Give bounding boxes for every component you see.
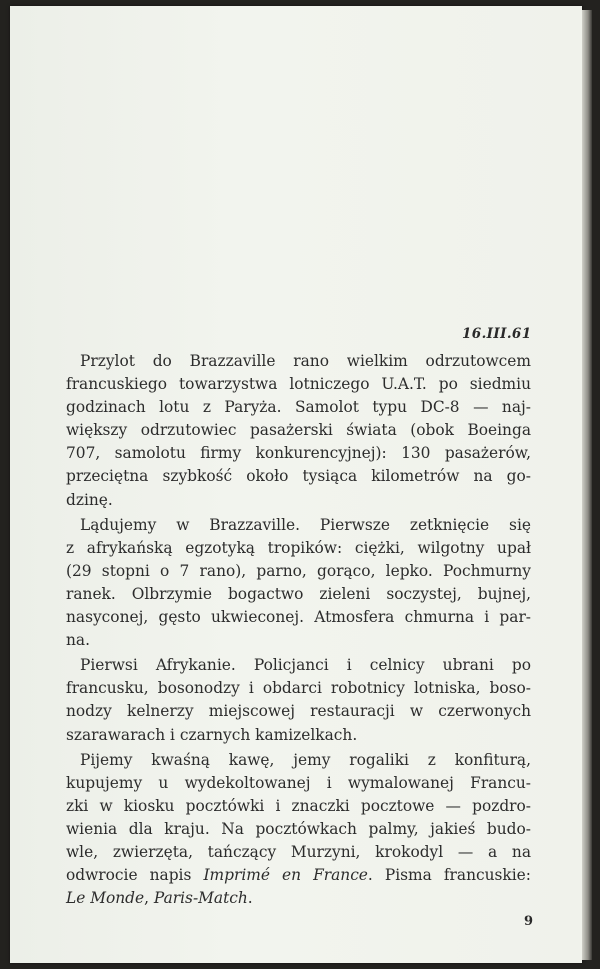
text-line: (29 stopni o 7 rano), parno, gorąco, lepko. Pochmurny bbox=[66, 561, 531, 580]
text-line: kupujemy u wydekoltowanej i wymalowanej Francu- bbox=[66, 773, 531, 792]
text-line: ranek. Olbrzymie bogactwo zieleni soczystej, bujnej, bbox=[66, 584, 531, 603]
paragraph-2 bbox=[66, 514, 531, 653]
text-line: szarawarach i czarnych kamizelkach. bbox=[66, 725, 358, 744]
page-number: 9 bbox=[524, 914, 534, 929]
text-fragment: odwrocie napis bbox=[66, 866, 204, 885]
text-line bbox=[66, 864, 531, 887]
text-fragment: . Pisma francuskie: bbox=[367, 866, 531, 885]
text-line bbox=[66, 887, 531, 910]
text-line: dzinę. bbox=[66, 490, 113, 509]
paragraph-1 bbox=[66, 350, 531, 512]
text-line: Pijemy kwaśną kawę, jemy rogaliki z konfiturą, bbox=[80, 750, 531, 769]
text-fragment: . bbox=[247, 889, 253, 908]
paragraph-3 bbox=[66, 654, 531, 746]
italic-title: Le Monde bbox=[66, 889, 145, 908]
text-line: Pierwsi Afrykanie. Policjanci i celnicy ubrani po bbox=[80, 656, 531, 675]
entry-date: 16.III.61 bbox=[462, 326, 532, 342]
text-line: wle, zwierzęta, tańczący Murzyni, krokodyl — a na bbox=[66, 842, 531, 861]
text-line: nodzy kelnerzy miejscowej restauracji w czerwonych bbox=[66, 702, 531, 721]
text-line: godzinach lotu z Paryża. Samolot typu DC-8 — naj- bbox=[66, 398, 531, 417]
text-fragment: , bbox=[144, 889, 154, 908]
text-line: przeciętna szybkość około tysiąca kilometrów na go- bbox=[66, 467, 531, 486]
text-line: Przylot do Brazzaville rano wielkim odrzutowcem bbox=[80, 352, 531, 370]
paragraph-4 bbox=[66, 749, 531, 911]
text-line: wienia dla kraju. Na pocztówkach palmy, jakieś budo- bbox=[66, 819, 531, 838]
text-line: większy odrzutowiec pasażerski świata (obok Boeinga bbox=[66, 421, 531, 440]
text-line: nasyconej, gęsto ukwieconej. Atmosfera chmurna i par- bbox=[66, 608, 531, 627]
italic-phrase: Imprimé en France bbox=[203, 866, 368, 885]
text-line: zki w kiosku pocztówki i znaczki pocztowe — pozdro- bbox=[66, 796, 531, 815]
page-edge bbox=[582, 10, 592, 960]
text-line: 707, samolotu firmy konkurencyjnej): 130 pasażerów, bbox=[66, 444, 531, 463]
text-line: Lądujemy w Brazzaville. Pierwsze zetknięcie się bbox=[80, 515, 531, 534]
text-line: francuskiego towarzystwa lotniczego U.A.T. po siedmiu bbox=[66, 375, 531, 394]
text-line: z afrykańską egzotyką tropików: ciężki, wilgotny upał bbox=[66, 538, 531, 557]
text-line: na. bbox=[66, 631, 90, 650]
body-text bbox=[66, 350, 531, 910]
italic-title: Paris-Match bbox=[153, 889, 248, 908]
text-line: francusku, bosonodzy i obdarci robotnicy lotniska, boso- bbox=[66, 679, 531, 698]
